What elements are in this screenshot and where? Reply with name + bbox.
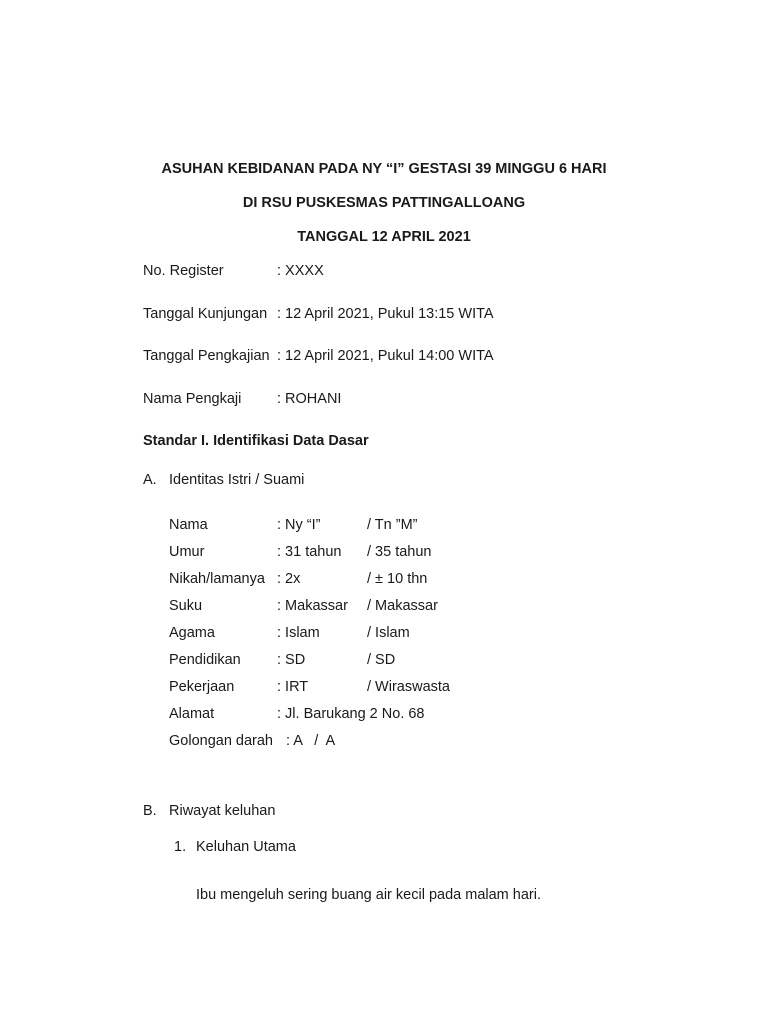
identity-suami: / Tn ”M” — [367, 517, 418, 533]
identity-istri: : Islam — [277, 625, 320, 641]
identity-istri: : Makassar — [277, 598, 348, 614]
identity-label: Umur — [169, 544, 205, 560]
identity-istri: : 2x — [277, 571, 301, 587]
identity-label: Pekerjaan — [169, 679, 235, 695]
identity-istri: : 31 tahun — [277, 544, 342, 560]
keluhan-marker: 1. — [174, 839, 187, 855]
meta-label-register: No. Register — [143, 263, 224, 279]
identity-label: Agama — [169, 625, 215, 641]
meta-label-pengkajian: Tanggal Pengkajian — [143, 348, 270, 364]
identity-istri: : IRT — [277, 679, 309, 695]
keluhan-title: Keluhan Utama — [196, 839, 296, 855]
identity-suami: / Wiraswasta — [367, 679, 450, 695]
identity-label: Suku — [169, 598, 203, 614]
identity-suami: / SD — [367, 652, 396, 668]
keluhan-text: Ibu mengeluh sering buang air kecil pada malam hari. — [196, 887, 541, 903]
identity-label: Alamat — [169, 706, 215, 722]
identity-suami: / Makassar — [367, 598, 438, 614]
identity-istri: : SD — [277, 652, 306, 668]
section-b-marker: B. — [143, 803, 157, 819]
title-line-3: TANGGAL 12 APRIL 2021 — [297, 229, 471, 245]
meta-value-pengkajian: : 12 April 2021, Pukul 14:00 WITA — [277, 348, 494, 364]
section-b-title: Riwayat keluhan — [169, 803, 276, 819]
section-a-title: Identitas Istri / Suami — [169, 472, 305, 488]
title-line-2: DI RSU PUSKESMAS PATTINGALLOANG — [242, 195, 526, 211]
meta-label-pengkaji: Nama Pengkaji — [143, 391, 242, 407]
identity-istri: : A / A — [286, 733, 336, 749]
section-heading: Standar I. Identifikasi Data Dasar — [143, 433, 369, 449]
identity-istri: : Jl. Barukang 2 No. 68 — [277, 706, 425, 722]
identity-label: Pendidikan — [169, 652, 241, 668]
identity-istri: : Ny “I” — [277, 517, 321, 533]
identity-label: Golongan darah — [169, 733, 273, 749]
title-line-1: ASUHAN KEBIDANAN PADA NY “I” GESTASI 39 MINGGU 6 HARI — [161, 161, 607, 177]
identity-suami: / 35 tahun — [367, 544, 432, 560]
identity-label: Nikah/lamanya — [169, 571, 265, 587]
identity-label: Nama — [169, 517, 208, 533]
identity-suami: / ± 10 thn — [367, 571, 428, 587]
meta-value-kunjungan: : 12 April 2021, Pukul 13:15 WITA — [277, 306, 494, 322]
identity-suami: / Islam — [367, 625, 410, 641]
meta-value-pengkaji: : ROHANI — [277, 391, 342, 407]
meta-value-register: : XXXX — [277, 263, 324, 279]
section-a-marker: A. — [143, 472, 157, 488]
meta-label-kunjungan: Tanggal Kunjungan — [143, 306, 268, 322]
